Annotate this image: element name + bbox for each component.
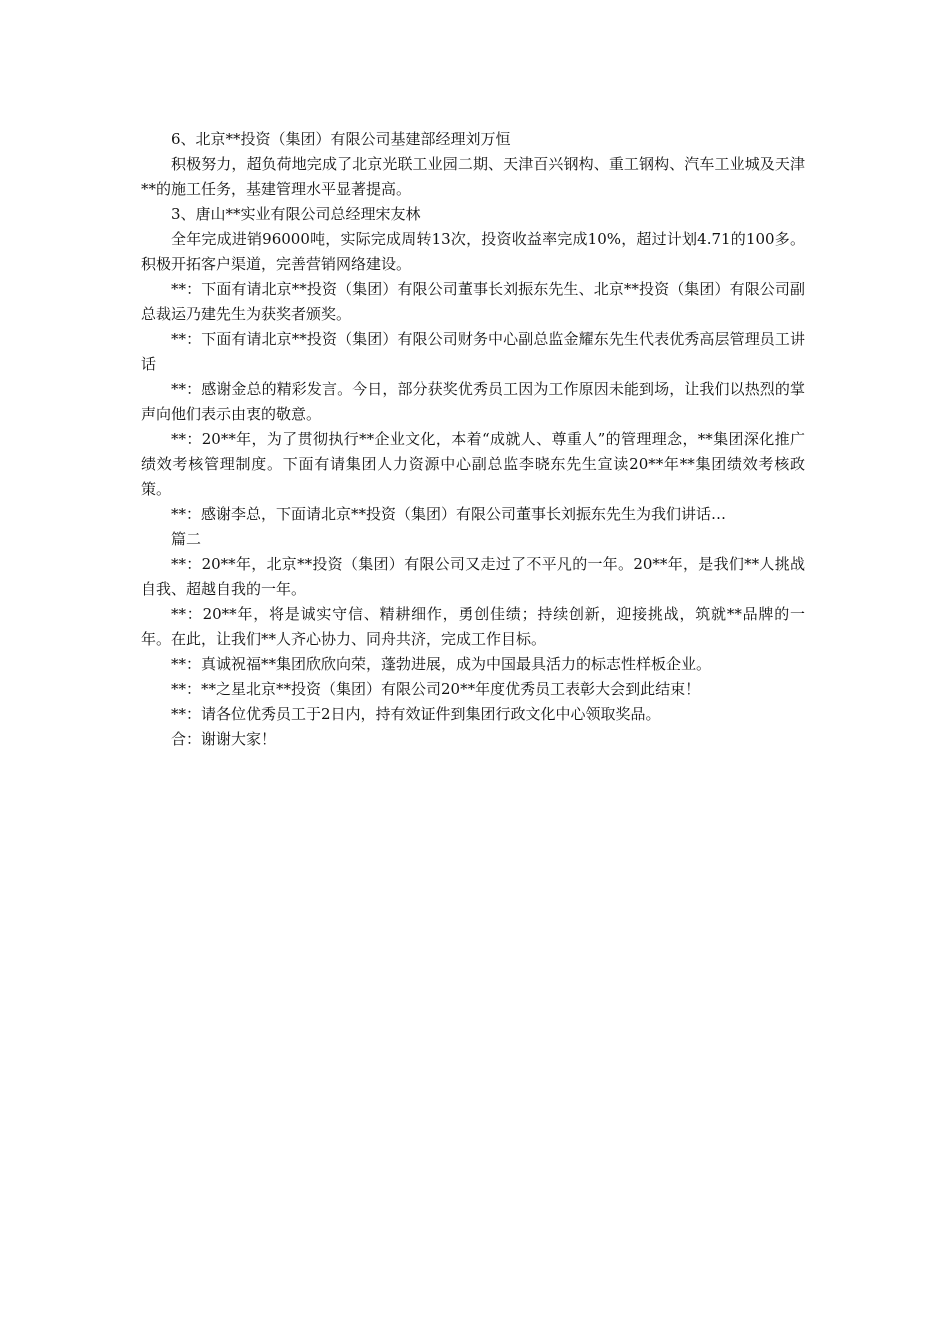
paragraph-year-outlook: **：20**年，将是诚实守信、精耕细作，勇创佳绩；持续创新，迎接挑战，筑就**品牌的一年。在此，让我们**人齐心协力、同舟共济，完成工作目标。 xyxy=(141,605,805,648)
document-page xyxy=(141,127,805,752)
paragraph-thanks-jin: **：感谢金总的精彩发言。今日，部分获奖优秀员工因为工作原因未能到场，让我们以热烈的掌声向他们表示由衷的敬意。 xyxy=(141,380,805,423)
paragraph-year-review: **：20**年，北京**投资（集团）有限公司又走过了不平凡的一年。20**年，是我们**人挑战自我、超越自我的一年。 xyxy=(141,555,805,598)
paragraph-meeting-close: **：**之星北京**投资（集团）有限公司20**年度优秀员工表彰大会到此结束！ xyxy=(171,680,701,698)
section-heading-part-two: 篇二 xyxy=(171,530,202,548)
paragraph-representative-speech: **：下面有请北京**投资（集团）有限公司财务中心副总监金耀东先生代表优秀高层管理员工讲话 xyxy=(141,330,805,373)
paragraph-award-6-title: 6、北京**投资（集团）有限公司基建部经理刘万恒 xyxy=(171,130,511,148)
paragraph-award-3-title: 3、唐山**实业有限公司总经理宋友林 xyxy=(171,205,421,223)
paragraph-closing-thanks: 合：谢谢大家！ xyxy=(171,730,277,748)
paragraph-award-presentation: **：下面有请北京**投资（集团）有限公司董事长刘振东先生、北京**投资（集团）有限公司副总裁运乃建先生为获奖者颁奖。 xyxy=(141,280,805,323)
paragraph-prize-collection: **：请各位优秀员工于2日内，持有效证件到集团行政文化中心领取奖品。 xyxy=(171,705,661,723)
paragraph-award-3-description: 全年完成进销96000吨，实际完成周转13次，投资收益率完成10%，超过计划4.71的100多。积极开拓客户渠道，完善营销网络建设。 xyxy=(141,230,805,273)
paragraph-award-6-description: 积极努力，超负荷地完成了北京光联工业园二期、天津百兴钢构、重工钢构、汽车工业城及天津**的施工任务，基建管理水平显著提高。 xyxy=(141,155,805,198)
paragraph-performance-policy: **：20**年，为了贯彻执行**企业文化，本着“成就人、尊重人”的管理理念，**集团深化推广绩效考核管理制度。下面有请集团人力资源中心副总监李晓东先生宣读20**年**集团绩效考核政策。 xyxy=(141,430,805,498)
paragraph-thanks-li: **：感谢李总，下面请北京**投资（集团）有限公司董事长刘振东先生为我们讲话… xyxy=(171,505,727,523)
paragraph-blessing: **：真诚祝福**集团欣欣向荣，蓬勃进展，成为中国最具活力的标志性样板企业。 xyxy=(171,655,712,673)
